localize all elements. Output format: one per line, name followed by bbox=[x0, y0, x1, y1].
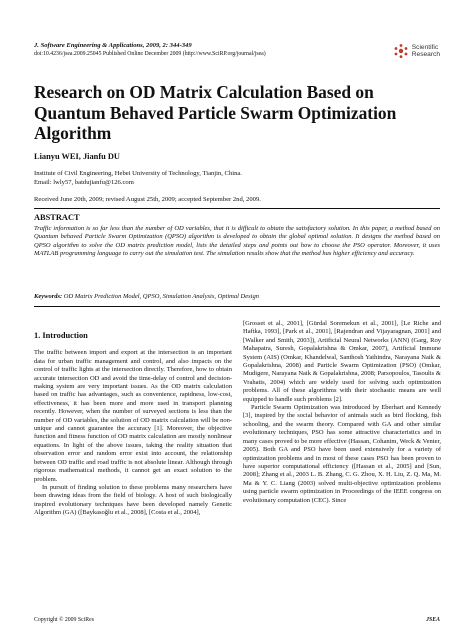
rule-top bbox=[34, 208, 440, 209]
paper-title: Research on OD Matrix Calculation Based on Quantum Behaved Particle Swarm Optimization Algorithm bbox=[34, 82, 397, 143]
publisher-logo-icon bbox=[393, 43, 409, 59]
right-column bbox=[243, 320, 441, 505]
abstract-heading: ABSTRACT bbox=[34, 213, 80, 222]
abstract-text: Traffic information is so far less than the number of OD variables, that it is difficult to obtain the satisfactory solution. In this paper, a method based on Quantum behaved Particle Swarm Optimization (QPSO) algorithm is developed to obtain the global optimal solution. It designs the method based on QPSO algorithm to solve the OD matrix prediction model, lists the detailed steps and points out how to choose the PSO operator. Moreover, it uses MATLAB programming language to carry out the simulation test. The simulation results show that the method has higher efficiency and accuracy. bbox=[34, 225, 440, 258]
page-footer bbox=[34, 617, 440, 623]
publisher-logo bbox=[393, 43, 440, 59]
affiliation-institution: Institute of Civil Engineering, Hebei University of Technology, Tianjin, China. bbox=[34, 170, 242, 177]
affiliation-email: Email: lwly57, batdujianfu@126.com bbox=[34, 178, 134, 186]
right-paragraph-1: [Grosset et al., 2001], [Gürdal Soremekun et al., 2001], [Le Riche and Haftka, 1993], [Park et al., 2001], [Rajendran and Vijayaragnan, 2001] and [Walker and Smith, 2003]), Artificial Neural Networks (ANN) (Garg, Roy Mahapatra, Suresh, Gopalakrishna & Omkar, 2007), Artificial Immune System (AIS) (Omkar, Khandelwal, Santhosh Yathindra, Narayana Naik & Gopalakrishna, 2008) and Particle Swarm Optimization (PSO) (Omkar, Mudigere, Narayana Naik & Gopalakrishna, 2008; Parsopoulos, Tasoulis & Vrahatis, 2004) which are widely used for solving such optimization problems. All of these algorithms with their stochastic means are well equipped to handle such problems [2]. bbox=[243, 320, 441, 403]
left-column bbox=[34, 332, 232, 518]
journal-header bbox=[34, 42, 440, 58]
keywords-text: OD Matrix Prediction Model, QPSO, Simulation Analysis, Optimal Design bbox=[62, 293, 259, 300]
journal-citation: J. Software Engineering & Applications, 2009, 2: 344-349 bbox=[34, 42, 192, 49]
section-heading-introduction: 1. Introduction bbox=[34, 331, 88, 340]
doi-line: doi:10.4236/jsea.2009.25045 Published Online December 2009 (http://www.SciRP.org/journal/jsea) bbox=[34, 51, 266, 57]
publisher-name: Scientific Research bbox=[411, 44, 440, 58]
footer-journal: JSEA bbox=[426, 617, 440, 623]
intro-paragraph-2: In pursuit of finding solution to these problems many researchers have been drawing ideas from the field of biology. A host of such biologically inspired evolutionary techniques have been developed namely Genetic Algorithm (GA) ([Baykasoğlu et al., 2008], [Costa et al., 2004], bbox=[34, 483, 232, 517]
intro-paragraph-1: The traffic between import and export at the intersection is an important data for urban traffic management and control, and also impacts on the control of traffic lights at the intersection directly. Therefore, how to obtain accurate intersection OD and avoid the time-delay of control and decision-making system are very important issues. As the OD matrix calculation based on traffic has advantages, such as convenience, rapidness, low-cost, effectiveness, it has been more and more used in transport planning recently. However, when the number of surveyed sections is less than the number of OD variables, the solution of OD matrix calculation will be non-unique and cannot guarantee the accuracy [1]. Moreover, the objective function and fitness function of OD matrix calculation are mostly nonlinear equations. In light of the above issues, taking the reality situation that observation error and random error exist into account, the relationship between OD traffic and road traffic is not absolute linear. Although through rigorous mathematical methods, it cannot get an exact solution to the problem. bbox=[34, 349, 232, 483]
footer-copyright: Copyright © 2009 SciRes bbox=[34, 617, 94, 623]
rule-bottom bbox=[34, 306, 440, 307]
right-paragraph-2: Particle Swarm Optimization was introduced by Eberhart and Kennedy [3], inspired by the social behavior of animals such as bird flocking, fish schooling, and the swarm theory. Compared with GA and other similar evolutionary techniques, PSO has some attractive characteristics and in many cases proved to be more effective (Hassan, Cohanim, Weck & Venter, 2005). Both GA and PSO have been used extensively for a variety of optimization problems and in most of these cases PSO has been proven to have superior computational efficiency ([Hassan et al., 2005] and [Sun, 2008]; Zhang et al., 2003 L. B. Zhang, C. G. Zhou, X. H. Liu, Z. Q. Ma, M. Ma & Y. C. Liang (2003) solved multi-objective optimization problems using particle swarm optimization in Proceedings of the IEEE congress on evolutionary computation (CEC). Since bbox=[243, 404, 441, 504]
received-dates: Received June 20th, 2009; revised August 25th, 2009; accepted September 2nd, 2009. bbox=[34, 196, 261, 203]
affiliation bbox=[34, 170, 434, 187]
paper-authors: Lianyu WEI, Jianfu DU bbox=[34, 152, 120, 161]
keywords-label: Keywords: bbox=[34, 293, 63, 300]
keywords bbox=[34, 293, 440, 301]
